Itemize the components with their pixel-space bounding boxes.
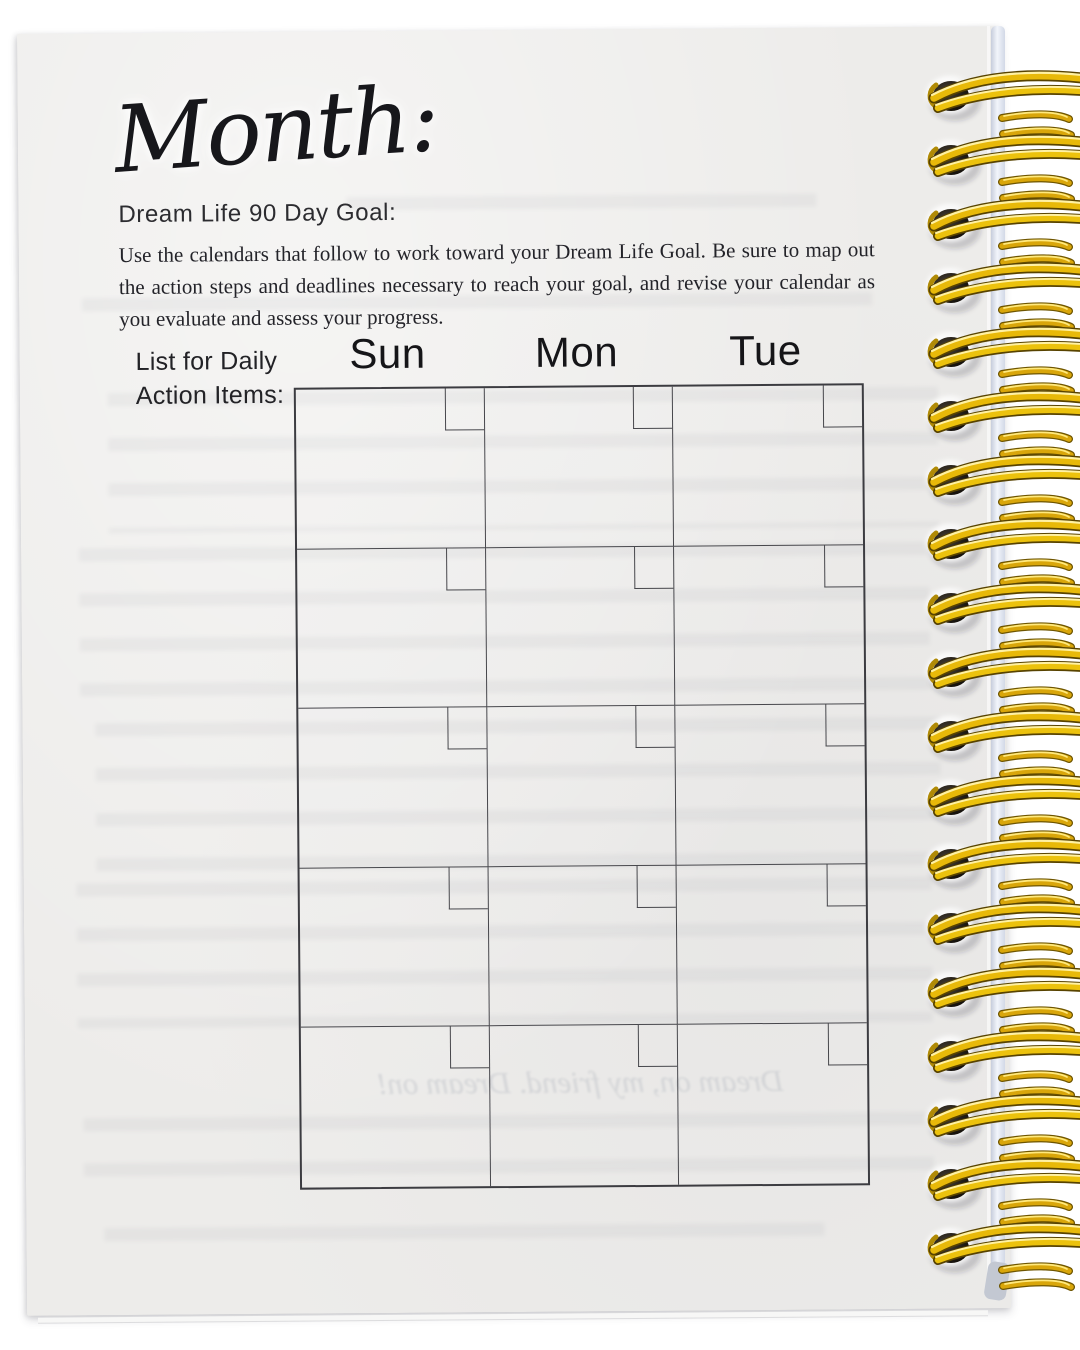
calendar-cell [486, 546, 676, 707]
date-number-box [825, 704, 864, 746]
date-number-box [634, 546, 673, 588]
date-number-box [447, 707, 486, 749]
date-number-box [444, 388, 483, 430]
ghost-bleed-block [104, 1223, 824, 1274]
calendar-cell [297, 548, 487, 709]
date-number-box [823, 385, 862, 427]
calendar-cell [300, 867, 490, 1028]
daily-action-items-label [135, 344, 284, 413]
date-number-box [448, 867, 487, 909]
calendar-cell [301, 1027, 491, 1188]
calendar-cell [487, 706, 677, 867]
intro-paragraph [119, 233, 876, 335]
ghost-bleed-block [346, 194, 816, 228]
date-number-box [824, 545, 863, 587]
date-number-box [446, 548, 485, 590]
intro-line: Use the calendars that follow to work toward your Dream Life Goal. Be sure to map out [118, 237, 875, 268]
spiral-binding [870, 0, 1080, 1350]
planner-page [17, 26, 1011, 1316]
daily-action-items-label-line2: Action Items: [135, 380, 285, 410]
day-header-tue: Tue [729, 326, 802, 375]
calendar-cell [677, 864, 867, 1025]
calendar-cell [678, 1024, 868, 1185]
month-script-title: Month: [110, 64, 442, 194]
date-number-box [828, 1024, 867, 1066]
ghost-bleed-phrase: Dream on, my friend. Dream on! [376, 1062, 784, 1102]
intro-line: the action steps and deadlines necessary to reach your goal, and revise your calendar as [118, 269, 876, 300]
day-header-mon: Mon [534, 328, 619, 376]
monthly-calendar-grid [294, 383, 870, 1189]
calendar-cell [484, 387, 674, 548]
date-number-box [449, 1027, 488, 1069]
calendar-cell [673, 385, 863, 546]
calendar-cell [298, 707, 488, 868]
date-number-box [827, 864, 866, 906]
intro-line: you evaluate and assess your progress. [119, 304, 444, 332]
calendar-cell [296, 388, 486, 549]
date-number-box [638, 1025, 677, 1067]
daily-action-items-label-line1: List for Daily [135, 346, 278, 376]
calendar-cell [488, 866, 678, 1027]
date-number-box [633, 387, 672, 429]
calendar-cell [489, 1025, 679, 1186]
goal-label: Dream Life 90 Day Goal: [118, 198, 397, 229]
calendar-cell [674, 545, 864, 706]
calendar-cell [676, 704, 866, 865]
date-number-box [637, 866, 676, 908]
day-header-sun: Sun [349, 329, 426, 378]
date-number-box [636, 706, 675, 748]
